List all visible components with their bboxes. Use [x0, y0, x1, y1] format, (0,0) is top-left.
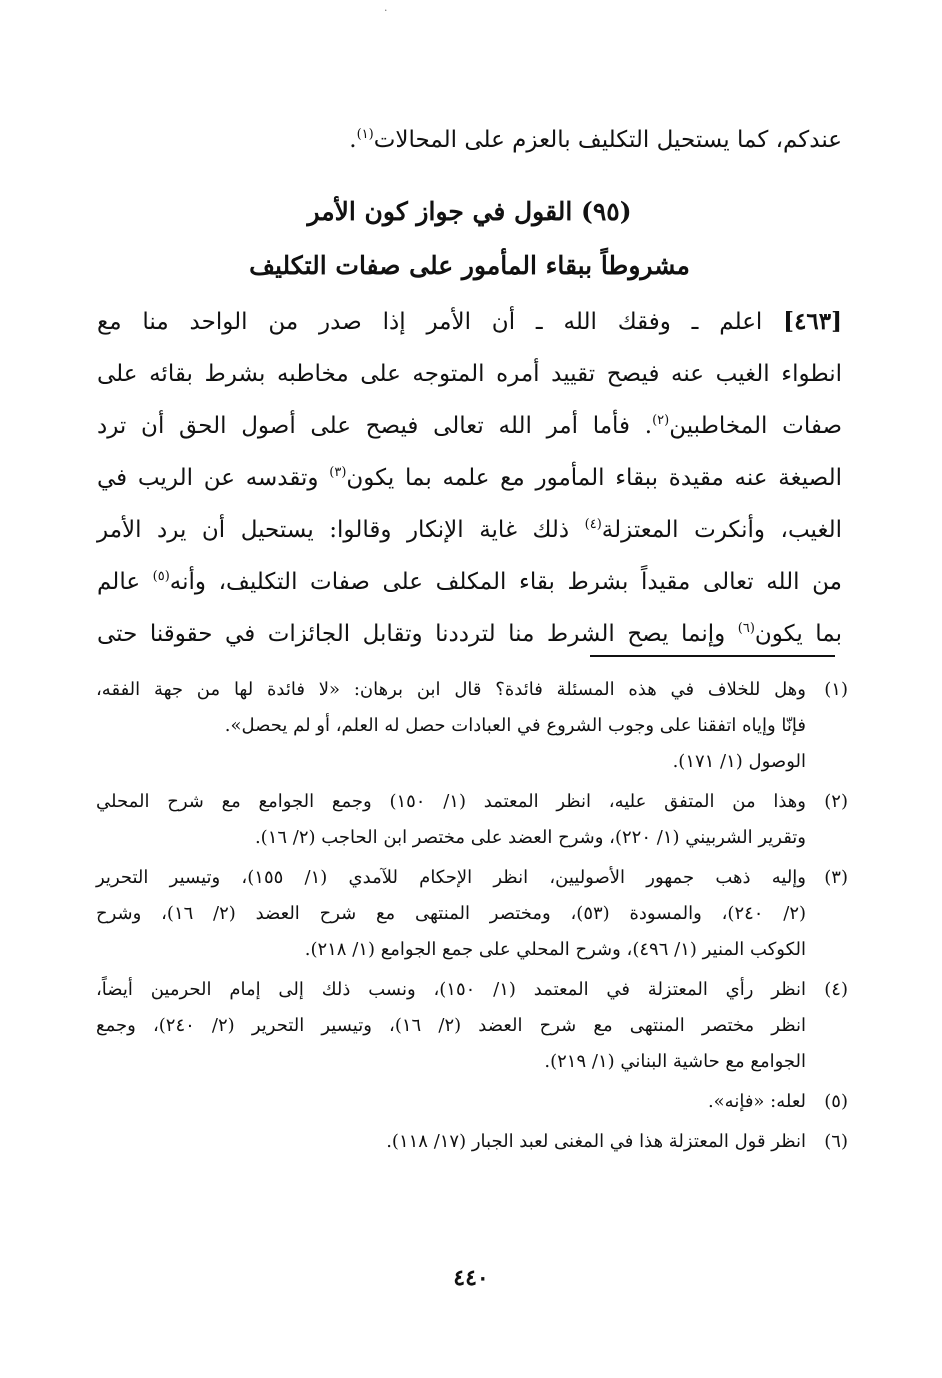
- page-number: ٤٤٠: [453, 1265, 489, 1291]
- footnote-line: الكوكب المنير (١/ ٤٩٦)، وشرح المحلي على جمع الجوامع (١/ ٢١٨).: [304, 939, 806, 960]
- footnote-ref: (٦): [737, 621, 755, 636]
- footnote-line: انظر رأي المعتزلة في المعتمد (١/ ١٥٠)، ونسب ذلك إلى إمام الحرمين أيضاً،: [96, 979, 806, 1000]
- section-heading-line-1: (٩٥) القول في جواز كون الأمر: [307, 197, 632, 226]
- footnote-ref: (٣): [329, 465, 347, 480]
- paragraph-line: الصيغة عنه مقيدة ببقاء المأمور مع علمه بما يكون$^{(٣)}$ وتقدسه عن الريب في: [97, 465, 842, 491]
- footnote-item: [96, 672, 848, 780]
- footnote-line: انظر مختصر المنتهى مع شرح العضد (٢/ ١٦)، وتيسير التحرير (٢/ ٢٤٠)، وجمع: [96, 1015, 806, 1036]
- footnote-number: (٤): [824, 979, 848, 1000]
- paragraph-line: صفات المخاطبين$^{(٢)}$. فأما أمر الله تعالى فيصح على أصول الحق أن ترد: [97, 413, 842, 439]
- paragraph-line: الغيب، وأنكرت المعتزلة$^{(٤)}$ ذلك غاية الإنكار وقالوا: يستحيل أن يرد الأمر: [97, 517, 842, 543]
- footnote-ref: (٤): [584, 517, 602, 532]
- top-mark: ·: [384, 4, 388, 17]
- footnote-number: (١): [824, 679, 848, 700]
- section-heading-line-2: مشروطاً ببقاء المأمور على صفات التكليف: [249, 251, 690, 280]
- footnote-line: (٢/ ٢٤٠)، والمسودة (٥٣)، ومختصر المنتهى مع شرح العضد (٢/ ١٦)، وشرح: [96, 903, 807, 924]
- paragraph-number: [٤٦٣]: [783, 308, 843, 335]
- footnote-item: [96, 784, 848, 856]
- paragraph-line: انطواء الغيب عنه فيصح تقييد أمره المتوجه على مخاطبه بشرط بقائه على: [97, 361, 842, 387]
- continuation-line: عندكم، كما يستحيل التكليف بالعزم على المحالات$^{(١)}$.: [349, 127, 842, 153]
- footnote-ref: (٢): [652, 413, 670, 428]
- footnote-line: وإليه ذهب جمهور الأصوليين، انظر الإحكام للآمدي (١/ ١٥٥)، وتيسير التحرير: [96, 867, 807, 888]
- footnote-item: [96, 860, 848, 968]
- body-paragraph: [97, 296, 842, 660]
- footnotes: [96, 672, 848, 1164]
- footnote-number: (٣): [824, 867, 848, 888]
- footnote-line: انظر قول المعتزلة هذا في المغنى لعبد الجبار (١٧/ ١١٨).: [386, 1131, 806, 1152]
- footnote-line: لعله: «فإنه».: [707, 1091, 806, 1112]
- footnote-item: [96, 1124, 848, 1160]
- paragraph-line: [٤٦٣] اعلم ـ وفقك الله ـ أن الأمر إذا صدر من الواحد منا مع: [97, 308, 843, 335]
- footnote-ref: (١): [356, 127, 374, 142]
- footnote-line: فإنّا وإياه اتفقنا على وجوب الشروع في العبادات حصل له العلم، أو لم يحصل».: [224, 715, 806, 736]
- footnote-separator: [590, 655, 835, 657]
- footnote-item: [96, 1084, 848, 1120]
- footnote-item: [96, 972, 848, 1080]
- footnote-line: الوصول (١/ ١٧١).: [672, 751, 806, 772]
- paragraph-line: بما يكون$^{(٦)}$ وإنما يصح الشرط منا لترددنا وتقابل الجائزات في حقوقنا حتى: [97, 621, 842, 647]
- paragraph-line: من الله تعالى مقيداً بشرط بقاء المكلف على صفات التكليف، وأنه$^{(٥)}$ عالم: [97, 569, 842, 595]
- footnote-line: وهذا من المتفق عليه، انظر المعتمد (١/ ١٥٠) وجمع الجوامع مع شرح المحلي: [96, 791, 806, 812]
- footnote-number: (٦): [824, 1131, 848, 1152]
- footnote-line: الجوامع مع حاشية البناني (١/ ٢١٩).: [544, 1051, 806, 1072]
- footnote-line: وتقرير الشربيني (١/ ٢٢٠)، وشرح العضد على مختصر ابن الحاجب (٢/ ١٦).: [254, 827, 806, 848]
- footnote-ref: (٥): [152, 569, 170, 584]
- footnote-number: (٢): [824, 791, 848, 812]
- footnote-number: (٥): [824, 1091, 848, 1112]
- footnote-line: وهل للخلاف في هذه المسئلة فائدة؟ قال ابن برهان: «لا فائدة لها من جهة الفقه،: [96, 679, 806, 700]
